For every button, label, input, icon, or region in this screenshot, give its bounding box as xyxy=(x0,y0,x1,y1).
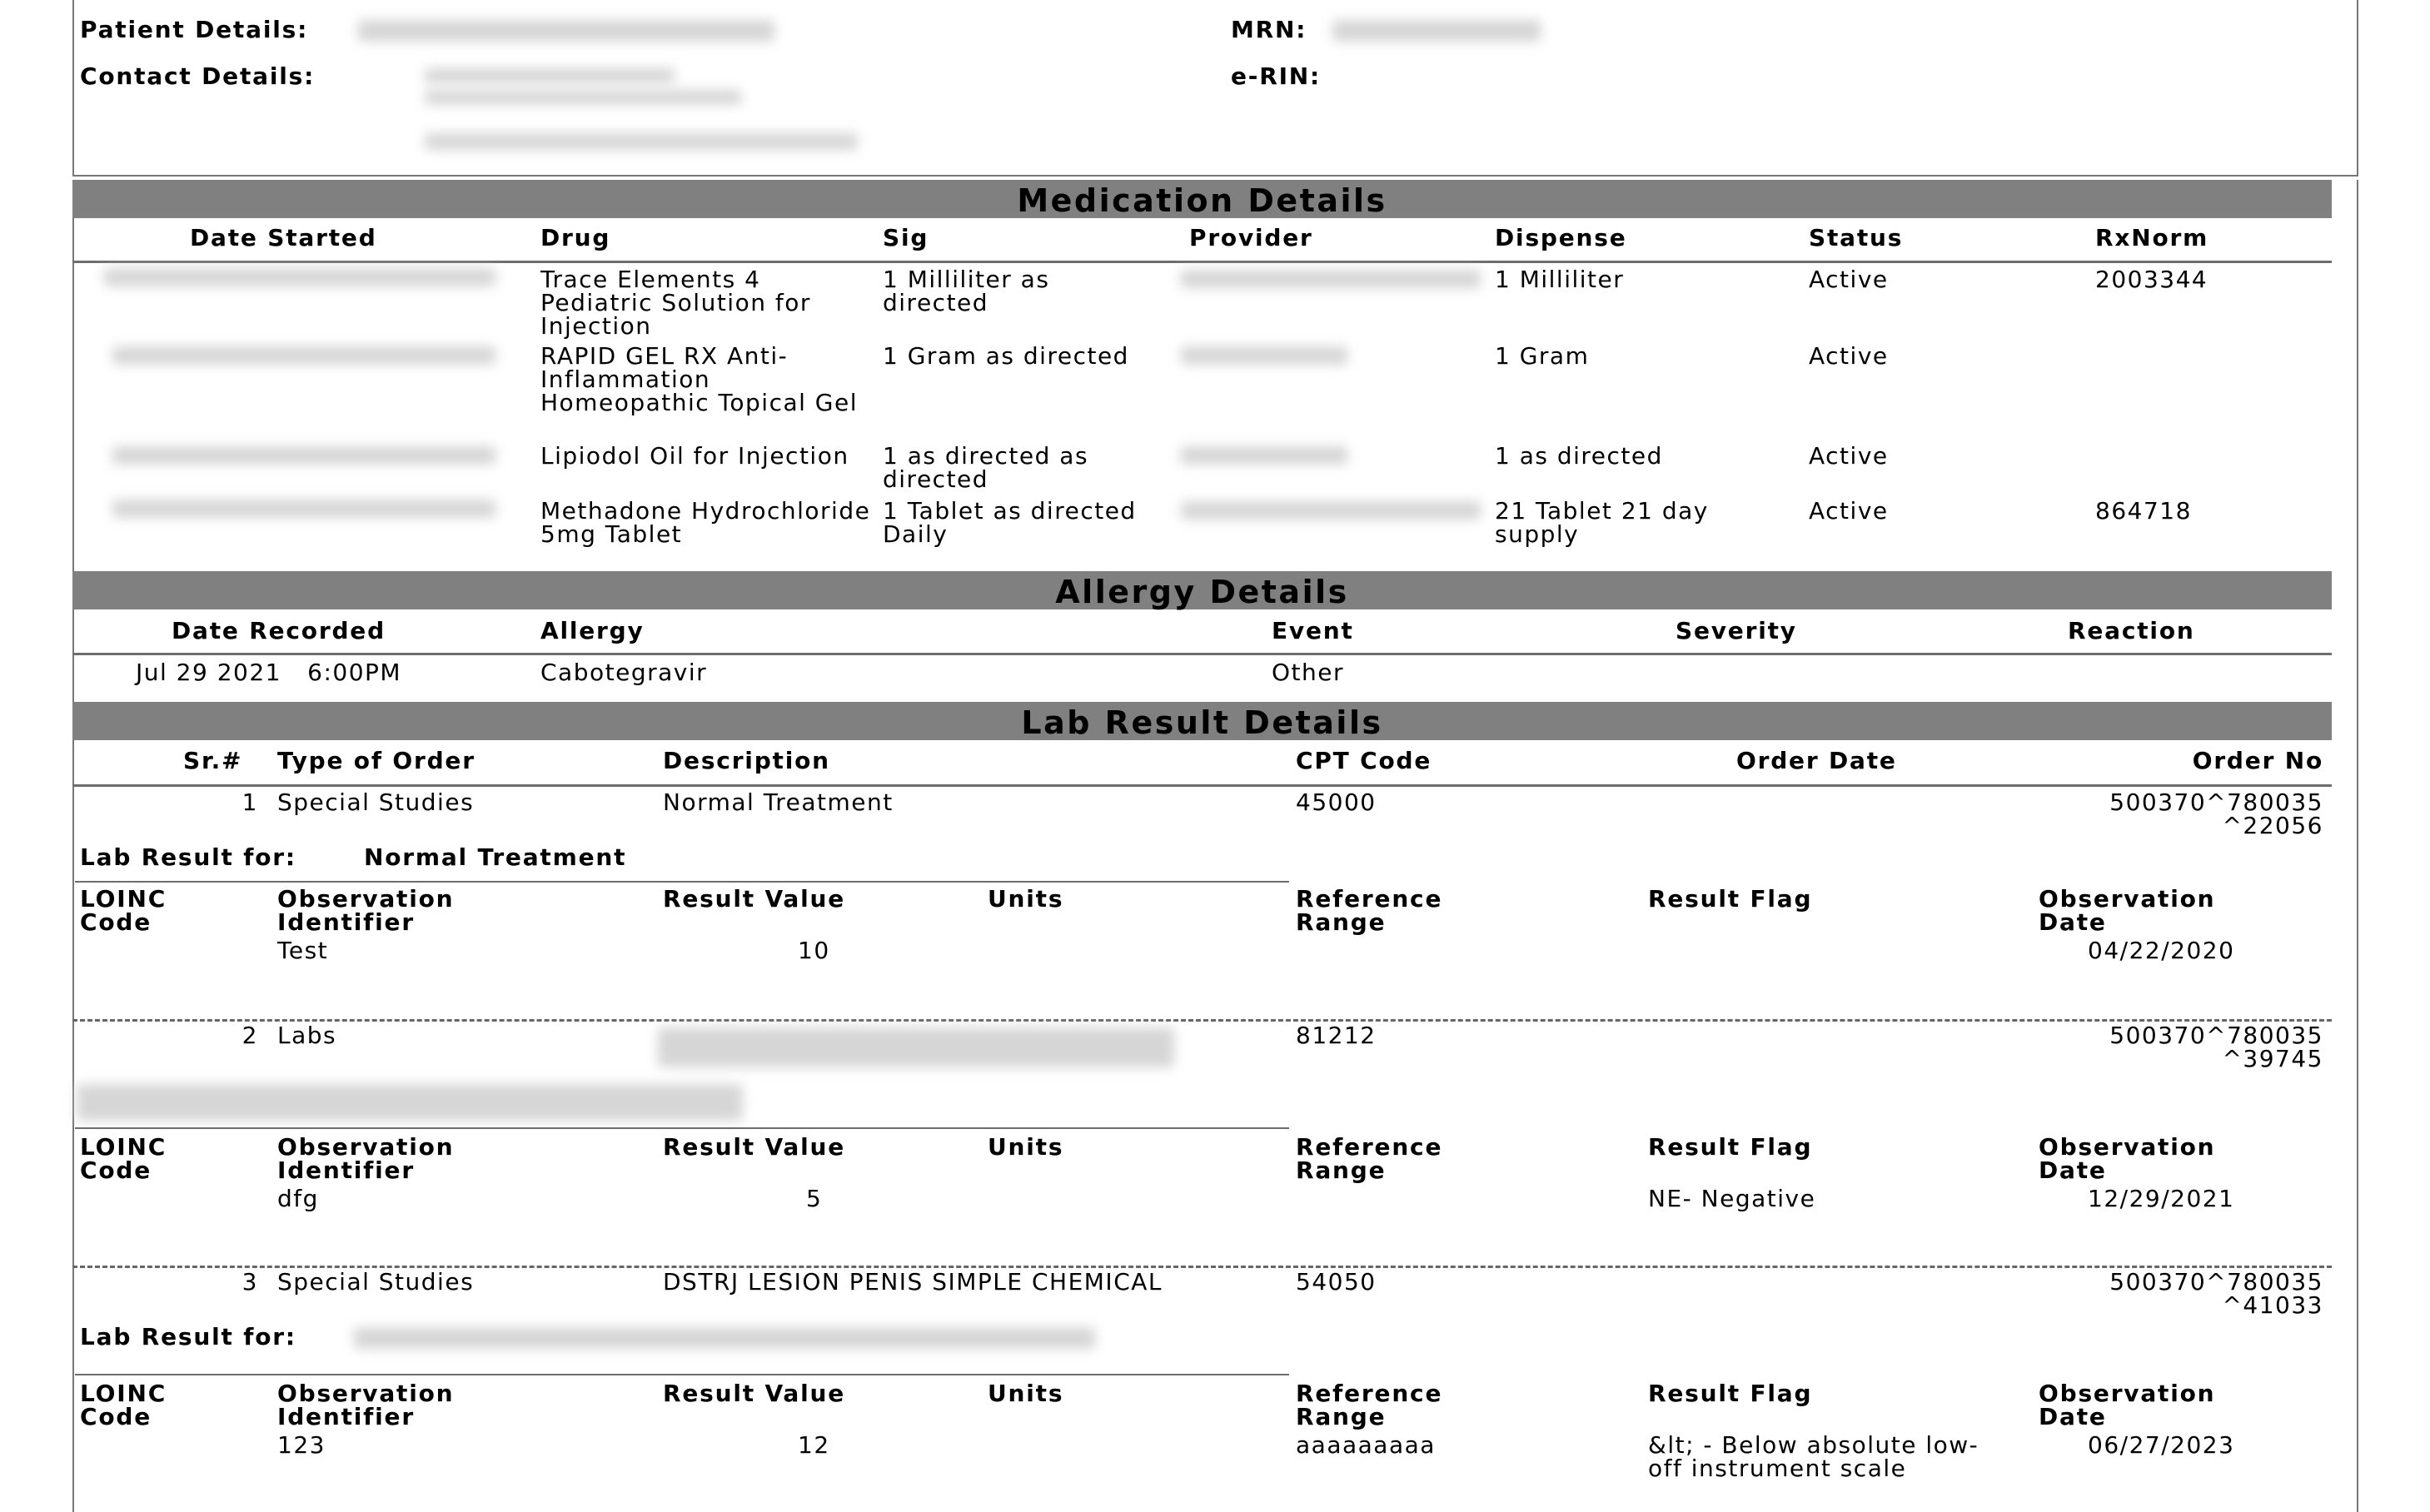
order-sr: 3 xyxy=(242,1268,258,1296)
allergy-details-header: Allergy Details xyxy=(72,571,2332,609)
allergy-col-allergy: Allergy xyxy=(540,617,645,644)
redacted-provider xyxy=(1181,270,1481,288)
order-sr: 1 xyxy=(242,788,258,816)
order-type: Labs xyxy=(277,1022,337,1049)
obs-col-identifier: Observation Identifier xyxy=(277,1133,455,1184)
obs-col-reference-range: Reference Range xyxy=(1296,885,1443,936)
redacted-date xyxy=(112,446,495,465)
med-col-provider: Provider xyxy=(1189,224,1313,251)
lab-col-sr: Sr.# xyxy=(183,747,243,774)
allergy-name: Cabotegravir xyxy=(540,659,708,686)
obs-col-observation-date: Observation Date xyxy=(2039,1380,2216,1430)
med-col-sig: Sig xyxy=(883,224,929,251)
lab-col-type: Type of Order xyxy=(277,747,476,774)
order-type: Special Studies xyxy=(277,1268,475,1296)
obs-identifier: dfg xyxy=(277,1185,319,1212)
redacted-contact-line-3 xyxy=(425,133,858,150)
contact-details-label: Contact Details: xyxy=(80,62,316,90)
obs-col-result-flag: Result Flag xyxy=(1648,1380,1813,1407)
allergy-col-reaction: Reaction xyxy=(2068,617,2195,644)
obs-col-result-value: Result Value xyxy=(663,1380,846,1407)
lab-header-rule xyxy=(72,784,2332,787)
obs-result-flag: NE- Negative xyxy=(1648,1185,1816,1212)
obs-header-rule xyxy=(75,1127,1289,1129)
obs-date: 06/27/2023 xyxy=(2088,1431,2235,1459)
obs-result-flag: &lt; - Below absolute low-off instrument scale xyxy=(1648,1431,1979,1482)
obs-col-result-flag: Result Flag xyxy=(1648,1133,1813,1161)
lab-result-details-header: Lab Result Details xyxy=(72,702,2332,740)
med-drug: RAPID GEL RX Anti-Inflammation Homeopathic Topical Gel xyxy=(540,342,859,416)
obs-col-identifier: Observation Identifier xyxy=(277,885,455,936)
med-dispense: 21 Tablet 21 day supply xyxy=(1495,497,1709,548)
order-description: DSTRJ LESION PENIS SIMPLE CHEMICAL xyxy=(663,1268,1163,1296)
med-dispense: 1 as directed xyxy=(1495,442,1663,470)
erin-label: e-RIN: xyxy=(1231,62,1322,90)
redacted-mrn xyxy=(1332,20,1541,42)
order-type: Special Studies xyxy=(277,788,475,816)
redacted-contact-line-1 xyxy=(425,68,675,83)
allergy-date: Jul 29 2021 6:00PM xyxy=(136,659,402,686)
med-col-rxnorm: RxNorm xyxy=(2095,224,2209,251)
obs-result-value: 10 xyxy=(798,937,830,964)
med-rxnorm: 2003344 xyxy=(2095,266,2208,293)
allergy-event: Other xyxy=(1272,659,1345,686)
redacted-provider xyxy=(1181,501,1481,520)
med-status: Active xyxy=(1809,342,1889,370)
med-drug: Trace Elements 4 Pediatric Solution for Injection xyxy=(540,266,811,340)
med-sig: 1 Milliliter as directed xyxy=(883,266,1050,316)
med-drug: Lipiodol Oil for Injection xyxy=(540,442,849,470)
obs-col-units: Units xyxy=(988,1133,1064,1161)
redacted-provider xyxy=(1181,446,1347,465)
obs-col-result-value: Result Value xyxy=(663,885,846,913)
redacted-contact-line-2 xyxy=(425,90,741,105)
redacted-date xyxy=(112,500,495,518)
patient-details-label: Patient Details: xyxy=(80,16,309,43)
lab-col-description: Description xyxy=(663,747,830,774)
med-sig: 1 Tablet as directed Daily xyxy=(883,497,1137,548)
obs-identifier: 123 xyxy=(277,1431,326,1459)
redacted-lab-result-for xyxy=(77,1084,743,1121)
order-number: 500370^780035 ^39745 xyxy=(2109,1022,2323,1072)
allergy-col-event: Event xyxy=(1272,617,1354,644)
med-col-drug: Drug xyxy=(540,224,611,251)
order-description: Normal Treatment xyxy=(663,788,894,816)
obs-col-loinc: LOINC Code xyxy=(80,885,167,936)
obs-header-rule xyxy=(75,881,1289,883)
obs-col-result-value: Result Value xyxy=(663,1133,846,1161)
allergy-col-date-recorded: Date Recorded xyxy=(172,617,386,644)
lab-result-for-value: Normal Treatment xyxy=(364,843,627,871)
obs-col-result-flag: Result Flag xyxy=(1648,885,1813,913)
obs-result-value: 5 xyxy=(806,1185,823,1212)
obs-identifier: Test xyxy=(277,937,329,964)
obs-col-reference-range: Reference Range xyxy=(1296,1133,1443,1184)
obs-col-observation-date: Observation Date xyxy=(2039,885,2216,936)
medication-details-header: Medication Details xyxy=(72,180,2332,218)
obs-col-units: Units xyxy=(988,1380,1064,1407)
obs-col-identifier: Observation Identifier xyxy=(277,1380,455,1430)
med-status: Active xyxy=(1809,266,1889,293)
redacted-description xyxy=(658,1027,1174,1067)
allergy-col-severity: Severity xyxy=(1676,617,1797,644)
order-cpt: 81212 xyxy=(1296,1022,1377,1049)
redacted-date xyxy=(112,346,495,365)
med-col-dispense: Dispense xyxy=(1495,224,1627,251)
order-separator xyxy=(72,1019,2332,1022)
redacted-lab-result-for xyxy=(354,1327,1095,1349)
allergy-header-rule xyxy=(72,653,2332,655)
lab-col-order-date: Order Date xyxy=(1736,747,1897,774)
obs-col-loinc: LOINC Code xyxy=(80,1133,167,1184)
obs-col-units: Units xyxy=(988,885,1064,913)
obs-header-rule xyxy=(75,1374,1289,1375)
obs-reference-range: aaaaaaaaa xyxy=(1296,1431,1436,1459)
obs-col-observation-date: Observation Date xyxy=(2039,1133,2216,1184)
med-col-date-started: Date Started xyxy=(190,224,377,251)
redacted-provider xyxy=(1181,346,1347,365)
med-rxnorm: 864718 xyxy=(2095,497,2192,525)
med-sig: 1 Gram as directed xyxy=(883,342,1129,370)
med-drug: Methadone Hydrochloride 5mg Tablet xyxy=(540,497,871,548)
order-number: 500370^780035 ^41033 xyxy=(2109,1268,2323,1319)
med-status: Active xyxy=(1809,442,1889,470)
lab-col-cpt: CPT Code xyxy=(1296,747,1432,774)
order-number: 500370^780035 ^22056 xyxy=(2109,788,2323,839)
med-status: Active xyxy=(1809,497,1889,525)
redacted-patient-name xyxy=(358,20,774,42)
med-dispense: 1 Milliliter xyxy=(1495,266,1625,293)
obs-result-value: 12 xyxy=(798,1431,830,1459)
redacted-date xyxy=(104,268,495,286)
lab-col-order-no: Order No xyxy=(2192,747,2323,774)
med-header-rule xyxy=(72,261,2332,263)
med-col-status: Status xyxy=(1809,224,1904,251)
obs-col-reference-range: Reference Range xyxy=(1296,1380,1443,1430)
obs-date: 12/29/2021 xyxy=(2088,1185,2235,1212)
mrn-label: MRN: xyxy=(1231,16,1307,43)
med-sig: 1 as directed as directed xyxy=(883,442,1089,493)
order-cpt: 45000 xyxy=(1296,788,1377,816)
lab-result-for-label: Lab Result for: xyxy=(80,1323,296,1350)
lab-result-for-label: Lab Result for: xyxy=(80,843,296,871)
med-dispense: 1 Gram xyxy=(1495,342,1590,370)
order-sr: 2 xyxy=(242,1022,258,1049)
order-cpt: 54050 xyxy=(1296,1268,1377,1296)
obs-col-loinc: LOINC Code xyxy=(80,1380,167,1430)
obs-date: 04/22/2020 xyxy=(2088,937,2235,964)
